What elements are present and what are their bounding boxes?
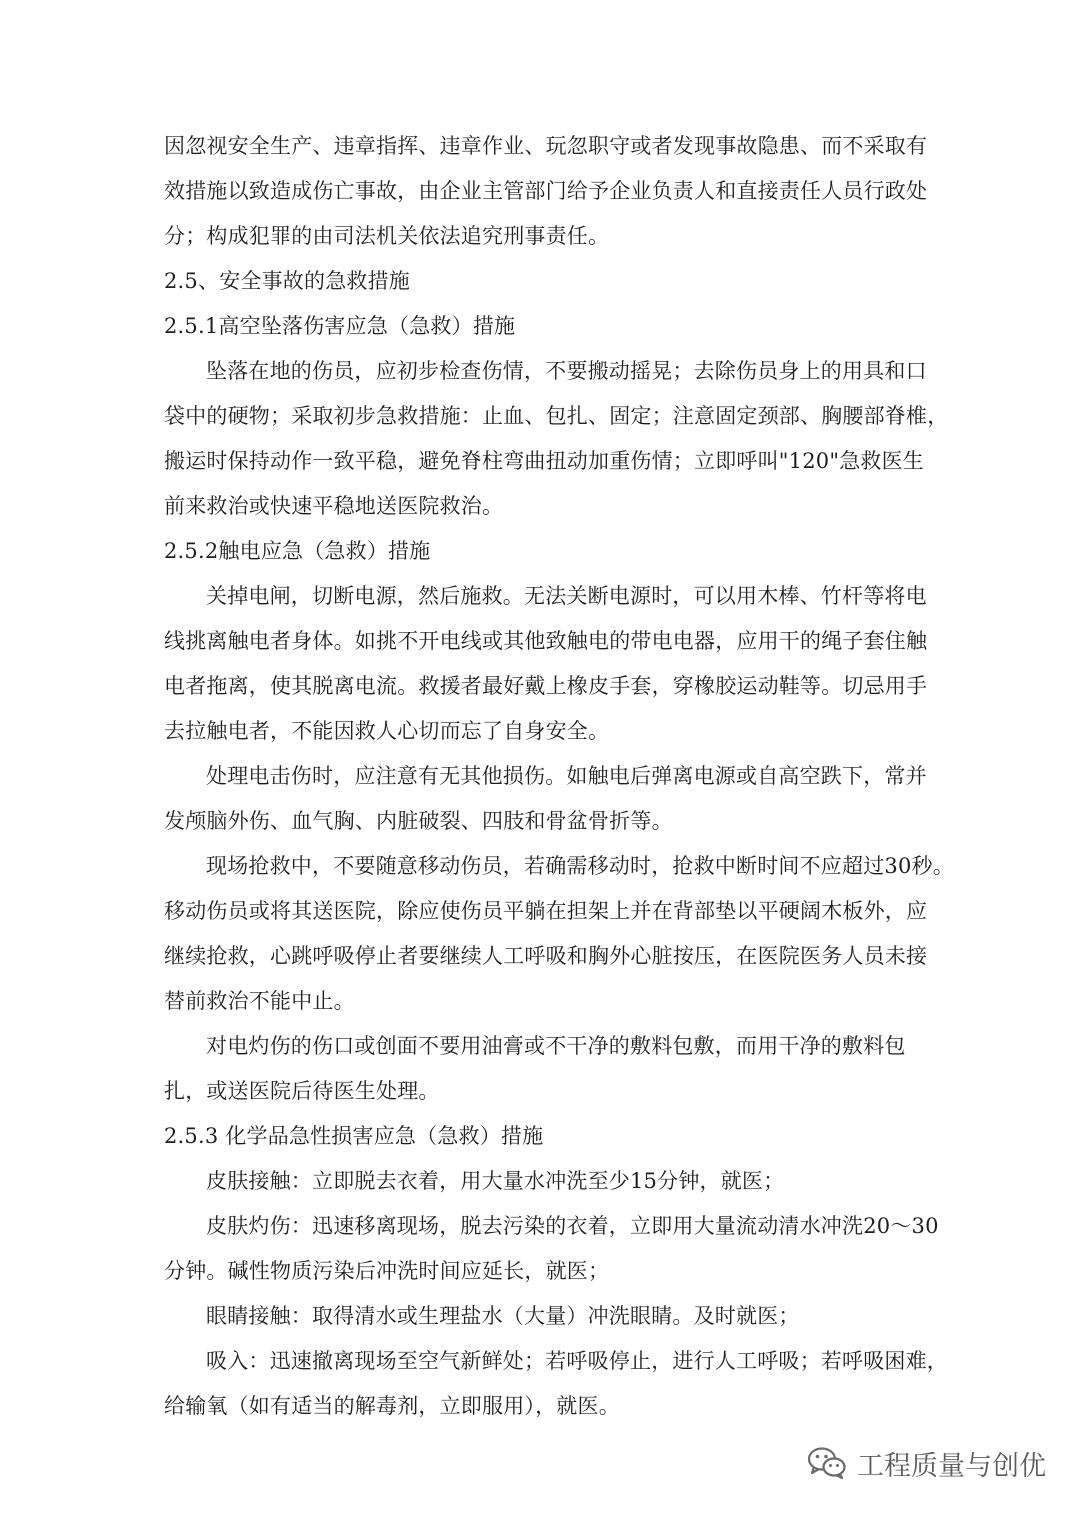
text-line: 扎，或送医院后待医生处理。 — [164, 1079, 440, 1103]
text-line: 袋中的硬物；采取初步急救措施：止血、包扎、固定；注意固定颈部、胸腰部脊椎， — [164, 404, 949, 428]
text-line: 去拉触电者，不能因救人心切而忘了自身安全。 — [164, 719, 610, 743]
text-line: 因忽视安全生产、违章指挥、违章作业、玩忽职守或者发现事故隐患、而不采取有 — [164, 134, 928, 158]
text-line: 皮肤灼伤：迅速移离现场，脱去污染的衣着，立即用大量流动清水冲洗20～30 — [206, 1214, 939, 1238]
text-line: 分钟。碱性物质污染后冲洗时间应延长，就医； — [164, 1259, 610, 1283]
section-heading: 2.5、安全事故的急救措施 — [164, 269, 410, 293]
text-line: 前来救治或快速平稳地送医院救治。 — [164, 494, 504, 518]
subsection-heading: 2.5.1高空坠落伤害应急（急救）措施 — [164, 314, 516, 338]
text-line: 发颅脑外伤、血气胸、内脏破裂、四肢和骨盆骨折等。 — [164, 809, 673, 833]
text-line: 眼睛接触：取得清水或生理盐水（大量）冲洗眼睛。及时就医； — [206, 1304, 800, 1328]
text-line: 分；构成犯罪的由司法机关依法追究刑事责任。 — [164, 224, 610, 248]
text-line: 吸入：迅速撤离现场至空气新鲜处；若呼吸停止，进行人工呼吸；若呼吸困难， — [206, 1349, 948, 1373]
text-line: 皮肤接触：立即脱去衣着，用大量水冲洗至少15分钟，就医； — [206, 1169, 785, 1193]
text-line: 对电灼伤的伤口或创面不要用油膏或不干净的敷料包敷，而用干净的敷料包 — [206, 1034, 906, 1058]
text-line: 处理电击伤时，应注意有无其他损伤。如触电后弹离电源或自高空跌下，常并 — [206, 764, 927, 788]
text-line: 线挑离触电者身体。如挑不开电线或其他致触电的带电电器，应用干的绳子套住触 — [164, 629, 928, 653]
text-line: 效措施以致造成伤亡事故，由企业主管部门给予企业负责人和直接责任人员行政处 — [164, 179, 928, 203]
watermark-text: 工程质量与创优 — [857, 1450, 1046, 1482]
subsection-heading: 2.5.2触电应急（急救）措施 — [164, 539, 431, 563]
text-line: 现场抢救中，不要随意移动伤员，若确需移动时，抢救中断时间不应超过30秒。 — [206, 854, 954, 878]
wechat-icon — [807, 1446, 847, 1480]
text-line: 关掉电闸，切断电源，然后施救。无法关断电源时，可以用木棒、竹杆等将电 — [206, 584, 927, 608]
text-line: 继续抢救，心跳呼吸停止者要继续人工呼吸和胸外心脏按压，在医院医务人员未接 — [164, 944, 928, 968]
subsection-heading: 2.5.3 化学品急性损害应急（急救）措施 — [164, 1124, 544, 1148]
watermark — [807, 1443, 1046, 1483]
text-line: 搬运时保持动作一致平稳，避免脊柱弯曲扭动加重伤情；立即呼叫"120"急救医生 — [164, 449, 924, 473]
text-line: 给输氧（如有适当的解毒剂，立即服用），就医。 — [164, 1394, 620, 1418]
text-line: 移动伤员或将其送医院，除应使伤员平躺在担架上并在背部垫以平硬阔木板外，应 — [164, 899, 928, 923]
text-line: 坠落在地的伤员，应初步检查伤情，不要搬动摇晃；去除伤员身上的用具和口 — [206, 359, 927, 383]
text-line: 电者拖离，使其脱离电流。救援者最好戴上橡皮手套，穿橡胶运动鞋等。切忌用手 — [164, 674, 928, 698]
text-line: 替前救治不能中止。 — [164, 989, 355, 1013]
